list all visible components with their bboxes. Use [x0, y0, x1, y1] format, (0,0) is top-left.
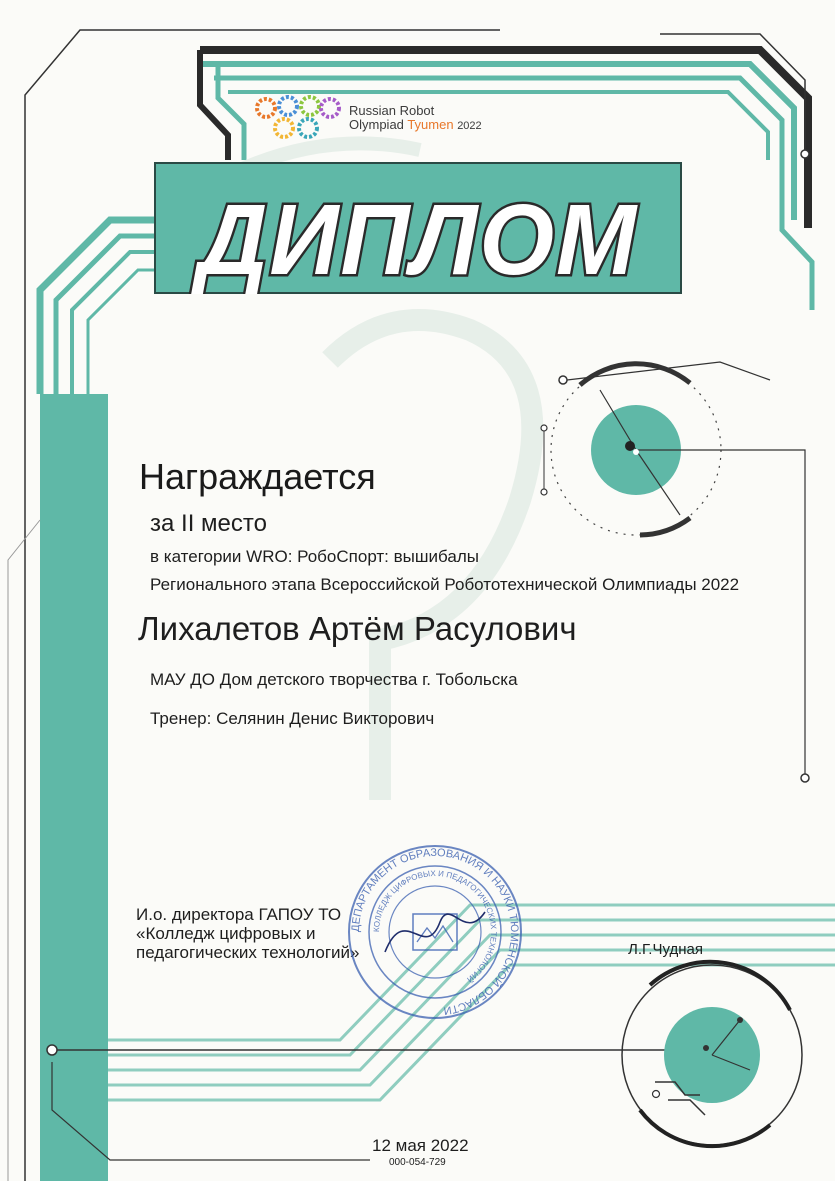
signer-name: Л.Г.Чудная: [628, 941, 703, 958]
issue-date: 12 мая 2022: [372, 1136, 469, 1155]
left-teal-bar: [40, 394, 108, 1181]
logo-year: 2022: [457, 120, 482, 132]
dot: [801, 150, 809, 158]
director-position: [136, 905, 359, 962]
logo-line-1: Russian Robot: [349, 103, 435, 118]
circuit-decoration: [622, 962, 802, 1146]
official-stamp: [345, 842, 525, 1022]
coach-text: Тренер: Селянин Денис Викторович: [150, 709, 435, 728]
logo-olympiad: Olympiad: [349, 117, 404, 132]
recipient-name: Лихалетов Артём Расулович: [138, 610, 577, 647]
place-text: за II место: [150, 510, 267, 537]
signature-scribble: [385, 912, 485, 952]
diploma-title: ДИПЛОМ: [190, 184, 639, 294]
stamp-inner-text: КОЛЛЕДЖ ЦИФРОВЫХ И ПЕДАГОГИЧЕСКИХ ТЕХНОЛОГИЙ: [371, 868, 499, 985]
clock-decoration: [541, 362, 809, 782]
title-graphic: [154, 162, 682, 294]
position-line-3: педагогических технологий»: [136, 943, 360, 962]
organization-text: МАУ ДО Дом детского творчества г. Тобольска: [150, 670, 518, 689]
awarded-heading: Награждается: [139, 456, 376, 497]
position-line-1: И.о. директора ГАПОУ ТО: [136, 905, 342, 924]
stage-text: Регионального этапа Всероссийской Робототехнической Олимпиады 2022: [150, 575, 740, 594]
dot: [47, 1045, 57, 1055]
gear-logo-icon: [252, 94, 344, 144]
category-text: в категории WRO: РобоСпорт: вышибалы: [150, 547, 479, 566]
stamp-outer-text: ДЕПАРТАМЕНТ ОБРАЗОВАНИЯ И НАУКИ ТЮМЕНСКОЙ ОБЛАСТИ: [349, 846, 521, 1017]
document-number: 000-054-729: [389, 1157, 446, 1168]
left-line-2: [8, 520, 40, 1181]
position-line-2: «Колледж цифровых и: [136, 924, 316, 943]
logo-text: [349, 104, 482, 133]
logo-city: Tyumen: [407, 117, 454, 132]
left-stripe-4: [88, 270, 154, 394]
